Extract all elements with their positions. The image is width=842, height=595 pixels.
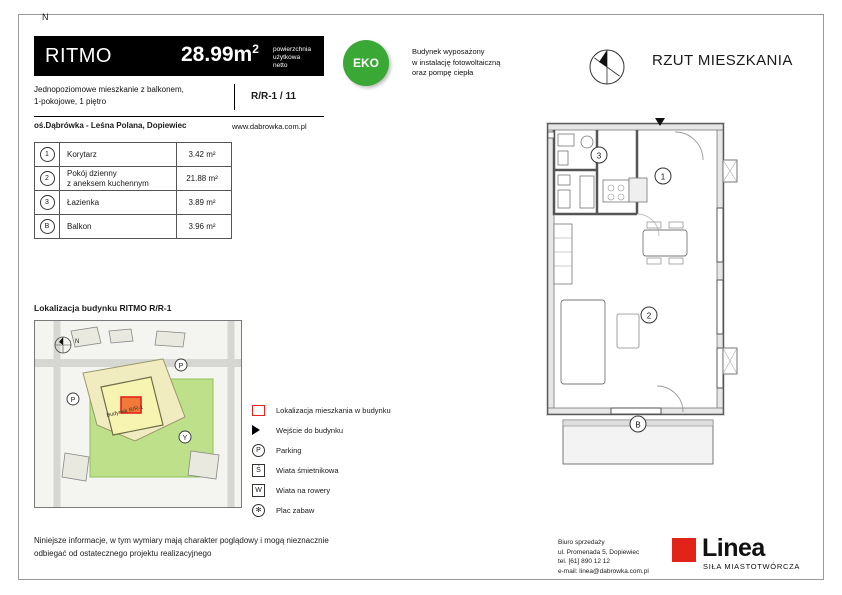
playground-icon: ✻ (252, 504, 268, 516)
room-area-cell: 3.89 m² (177, 191, 232, 215)
seller-line3: tel. [61] 890 12 12 (558, 558, 611, 565)
table-row (35, 143, 232, 167)
legend-item-entrance (252, 420, 432, 440)
localisation-title: Lokalizacja budynku RITMO R/R-1 (34, 303, 172, 313)
apartment-area-unit: 2 (252, 42, 259, 56)
room-area-cell: 21.88 m² (177, 167, 232, 191)
seller-line4[interactable]: e-mail: linea@dabrowka.com.pl (558, 567, 649, 575)
header-divider (34, 116, 324, 117)
room-name-cell: Balkon (60, 215, 177, 239)
legend-item-bike-shelter (252, 480, 432, 500)
room-number-badge: B (40, 219, 55, 234)
legend-item-apartment-location (252, 400, 432, 420)
legend-label: Plac zabaw (276, 505, 315, 515)
legend-label: Parking (276, 445, 302, 455)
black-triangle-icon (252, 424, 268, 436)
logo-tagline: SIŁA MIASTOTWÓRCZA (703, 562, 801, 571)
apartment-name: RITMO (45, 45, 112, 67)
header-bar (34, 36, 324, 76)
logo-wordmark: Linea (702, 534, 765, 562)
svg-text:P: P (70, 397, 76, 404)
svg-text:1: 1 (660, 172, 666, 182)
seller-line2: ul. Promenada 5, Dopiewiec (558, 548, 640, 556)
red-square-icon (252, 404, 268, 416)
page-title: RZUT MIESZKANIA (652, 52, 793, 69)
room-name-cell: Korytarz (60, 143, 177, 167)
legend-label: Wiata śmietnikowa (276, 465, 339, 475)
eko-description-line3: oraz pompę ciepła (412, 68, 474, 77)
room-number-badge: 3 (40, 195, 55, 210)
shelter-icon: Ś (252, 464, 268, 476)
legend-item-parking (252, 440, 432, 460)
area-caption (273, 46, 311, 70)
apartment-code: R/R-1 / 11 (251, 91, 297, 102)
svg-text:B: B (635, 420, 641, 430)
legend-label: Lokalizacja mieszkania w budynku (276, 405, 391, 415)
legend-label: Wejście do budynku (276, 425, 343, 435)
svg-text:N: N (75, 339, 80, 345)
room-name-cell: Łazienka (60, 191, 177, 215)
compass-icon (588, 48, 626, 86)
apartment-area-value: 28.99m (181, 43, 253, 66)
eko-description-line2: w instalację fotowoltaiczną (412, 57, 501, 67)
svg-text:2: 2 (646, 311, 652, 321)
svg-text:Y: Y (182, 435, 188, 442)
apartment-code-box (234, 84, 324, 110)
area-caption-line1: powierzchnia (273, 46, 311, 53)
room-area-cell: 3.96 m² (177, 215, 232, 239)
room-area-cell: 3.42 m² (177, 143, 232, 167)
room-name-cell (60, 167, 177, 191)
apartment-description-line1: Jednopoziomowe mieszkanie z balkonem, (34, 85, 184, 94)
disclaimer-line2: odbiegać od ostatecznego projektu realizacyjnego (34, 549, 212, 558)
svg-text:Budynek R/R-1: Budynek R/R-1 (106, 404, 144, 419)
seller-line1: Biuro sprzedaży (558, 539, 605, 546)
logo-square-icon (672, 538, 696, 562)
apartment-area (181, 42, 259, 67)
eko-description (412, 47, 552, 79)
website-link[interactable]: www.dabrowka.com.pl (232, 122, 307, 131)
area-caption-line3: netto (273, 62, 288, 69)
room-number-badge: 2 (40, 171, 55, 186)
eko-description-line1: Budynek wyposażony (412, 47, 485, 56)
seller-contact (558, 538, 668, 576)
room-number-cell (35, 215, 60, 239)
disclaimer (34, 534, 424, 560)
floor-plan-drawing (525, 118, 755, 478)
room-number-cell (35, 143, 60, 167)
svg-text:P: P (178, 363, 184, 370)
parking-icon: P (252, 444, 268, 456)
svg-text:3: 3 (596, 151, 602, 161)
site-map (34, 320, 242, 508)
rooms-table (34, 142, 232, 239)
room-name-line2: z aneksem kuchennym (67, 178, 149, 188)
bike-shelter-icon: W (252, 484, 268, 496)
legend-label: Wiata na rowery (276, 485, 331, 495)
estate-location: oś.Dąbrówka - Leśna Polana, Dopiewiec (34, 121, 187, 130)
legend-item-waste-shelter (252, 460, 432, 480)
room-name-line1: Pokój dzienny (67, 168, 117, 178)
compass-north-label: N (42, 12, 49, 22)
area-caption-line2: użytkowa (273, 54, 301, 61)
apartment-description-line2: 1-pokojowe, 1 piętro (34, 97, 107, 106)
linea-logo (672, 534, 814, 574)
room-number-cell (35, 191, 60, 215)
table-row (35, 215, 232, 239)
table-row (35, 191, 232, 215)
legend-item-playground (252, 500, 432, 520)
disclaimer-line1: Niniejsze informacje, w tym wymiary mają charakter poglądowy i mogą nieznacznie (34, 536, 329, 545)
table-row (35, 167, 232, 191)
room-number-cell (35, 167, 60, 191)
room-number-badge: 1 (40, 147, 55, 162)
apartment-description (34, 84, 234, 108)
map-legend (252, 400, 432, 520)
eko-badge: EKO (343, 40, 389, 86)
